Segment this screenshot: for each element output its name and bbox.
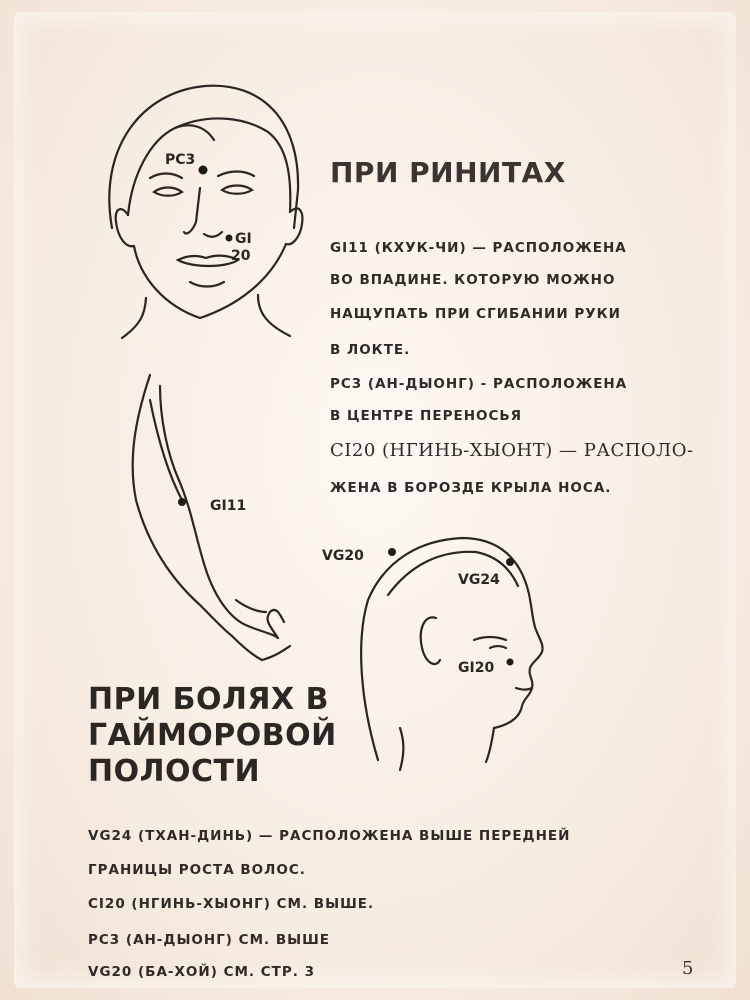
label-vg20-head: VG20: [322, 548, 364, 564]
point-vg24-head: [506, 558, 514, 566]
sinus-line: VG24 (ТХАН-ДИНЬ) — РАСПОЛОЖЕНА ВЫШЕ ПЕРЕДНЕЙ: [88, 828, 571, 844]
face-front-illustration: [109, 86, 302, 338]
sinus-line: VG20 (БА-ХОЙ) СМ. СТР. 3: [88, 964, 315, 980]
label-vg24-head: VG24: [458, 572, 500, 588]
page-number: 5: [682, 958, 694, 979]
rhinitis-line: В ЛОКТЕ.: [330, 342, 411, 358]
point-gi20-head: [507, 659, 514, 666]
label-pc3-face: PC3: [165, 152, 196, 168]
label-gi-face: GI: [235, 231, 252, 247]
label-gi20-head: GI20: [458, 660, 495, 676]
head-side-illustration: [361, 538, 542, 770]
rhinitis-line: В ЦЕНТРЕ ПЕРЕНОСЬЯ: [330, 408, 523, 424]
rhinitis-line: GI11 (КХУК-ЧИ) — РАСПОЛОЖЕНА: [330, 240, 627, 256]
sinus-line: CI20 (НГИНЬ-ХЫОНГ) СМ. ВЫШЕ.: [88, 896, 375, 912]
rhinitis-line: CI20 (НГИНЬ-ХЫОНТ) — РАСПОЛО-: [330, 440, 694, 461]
point-gi20-face: [226, 235, 233, 242]
point-gi11-arm: [178, 498, 186, 506]
point-pc3-face: [199, 166, 208, 175]
rhinitis-line: НАЩУПАТЬ ПРИ СГИБАНИИ РУКИ: [330, 306, 621, 322]
rhinitis-line: PC3 (АН-ДЫОНГ) - РАСПОЛОЖЕНА: [330, 376, 628, 392]
point-vg20-head: [388, 548, 396, 556]
label-20-face: 20: [231, 248, 251, 264]
rhinitis-line: ВО ВПАДИНЕ. КОТОРУЮ МОЖНО: [330, 272, 616, 288]
heading-rhinitis: ПРИ РИНИТАХ: [330, 156, 566, 189]
heading-sinus-pain: ПРИ БОЛЯХ В ГАЙМОРОВОЙ ПОЛОСТИ: [88, 682, 337, 789]
arm-illustration: [133, 375, 290, 660]
rhinitis-line: ЖЕНА В БОРОЗДЕ КРЫЛА НОСА.: [330, 480, 612, 496]
label-gi11-arm: GI11: [210, 498, 247, 514]
sinus-line: ГРАНИЦЫ РОСТА ВОЛОС.: [88, 862, 306, 878]
sinus-line: PC3 (АН-ДЫОНГ) СМ. ВЫШЕ: [88, 932, 331, 948]
